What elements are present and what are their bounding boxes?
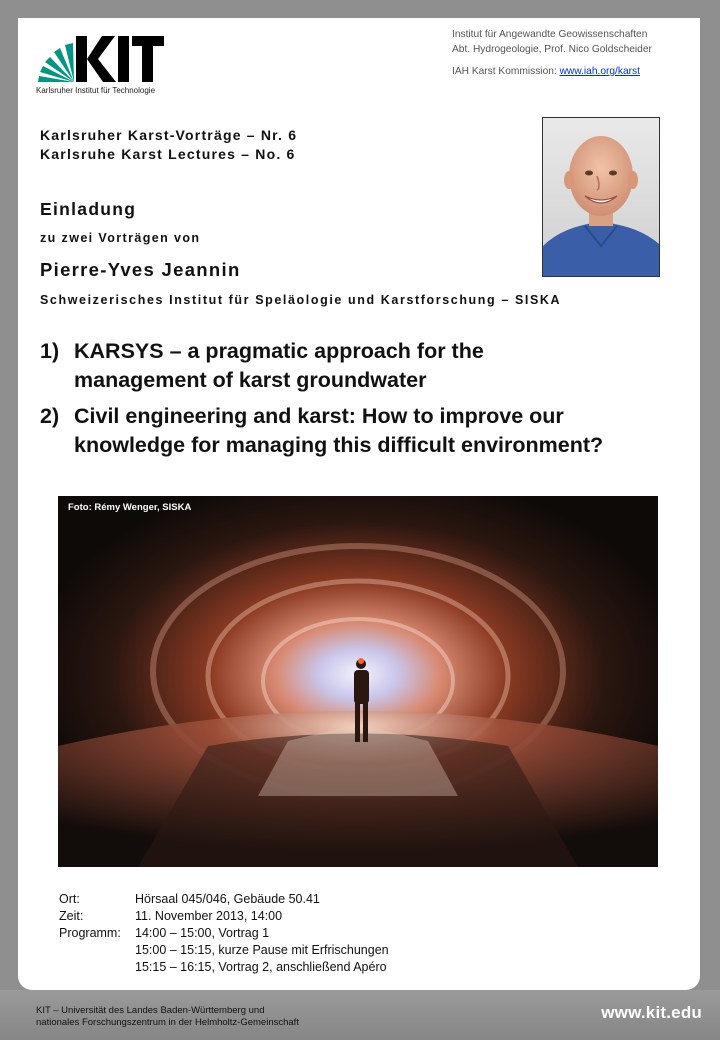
talk-title-line: Civil engineering and karst: How to improve our (74, 404, 564, 428)
kit-fan-icon (38, 43, 74, 82)
speaker-affiliation: Schweizerisches Institut für Speläologie und Karstforschung – SISKA (40, 293, 562, 307)
footer-text (36, 1005, 299, 1029)
detail-label: Programm: (59, 926, 121, 940)
detail-label: Ort: (59, 892, 80, 906)
detail-value: 15:00 – 15:15, kurze Pause mit Erfrischungen (135, 943, 389, 957)
footer-bar (0, 990, 720, 1040)
photo-credit: Foto: Rémy Wenger, SISKA (68, 502, 192, 513)
commission-line (452, 64, 652, 79)
detail-row (59, 942, 389, 959)
footer-url[interactable]: www.kit.edu (601, 1003, 702, 1022)
detail-label: Zeit: (59, 909, 84, 923)
detail-label (59, 942, 135, 959)
talk-item (40, 337, 680, 395)
lecture-series (40, 126, 297, 164)
detail-row (59, 925, 389, 942)
commission-label: IAH Karst Kommission: (452, 66, 560, 77)
detail-value: 15:15 – 16:15, Vortrag 2, anschließend Apéro (135, 960, 387, 974)
footer-line: nationales Forschungszentrum in der Helmholtz-Gemeinschaft (36, 1017, 299, 1028)
detail-row (59, 908, 389, 925)
logo-subtitle: Karlsruher Institut für Technologie (36, 86, 156, 95)
detail-row (59, 959, 389, 976)
detail-value: 14:00 – 15:00, Vortrag 1 (135, 926, 270, 940)
detail-value: 11. November 2013, 14:00 (135, 909, 283, 923)
institute-block (452, 27, 652, 79)
department-line: Abt. Hydrogeologie, Prof. Nico Goldscheider (452, 44, 652, 55)
detail-value: Hörsaal 045/046, Gebäude 50.41 (135, 892, 320, 906)
speaker-portrait (542, 117, 660, 277)
event-details (59, 891, 389, 976)
detail-label (59, 959, 135, 976)
talk-number: 2) (40, 404, 60, 428)
talk-title-line: management of karst groundwater (74, 368, 427, 392)
invitation-subtitle: zu zwei Vorträgen von (40, 231, 201, 245)
talk-item (40, 402, 680, 460)
commission-link[interactable]: www.iah.org/karst (559, 66, 640, 77)
detail-row (59, 891, 389, 908)
speaker-name: Pierre-Yves Jeannin (40, 259, 241, 280)
series-title-en: Karlsruhe Karst Lectures – No. 6 (40, 146, 296, 162)
series-title-de: Karlsruher Karst-Vorträge – Nr. 6 (40, 127, 298, 143)
talk-title-line: knowledge for managing this difficult environment? (74, 433, 604, 457)
cave-illustration (58, 496, 658, 867)
talk-list (40, 337, 680, 467)
footer-line: KIT – Universität des Landes Baden-Württemberg und (36, 1005, 265, 1016)
talk-title-line: KARSYS – a pragmatic approach for the (74, 339, 484, 363)
talk-number: 1) (40, 339, 60, 363)
institute-line: Institut für Angewandte Geowissenschaften (452, 29, 648, 40)
cave-photo (58, 496, 658, 867)
invitation-title: Einladung (40, 199, 137, 219)
